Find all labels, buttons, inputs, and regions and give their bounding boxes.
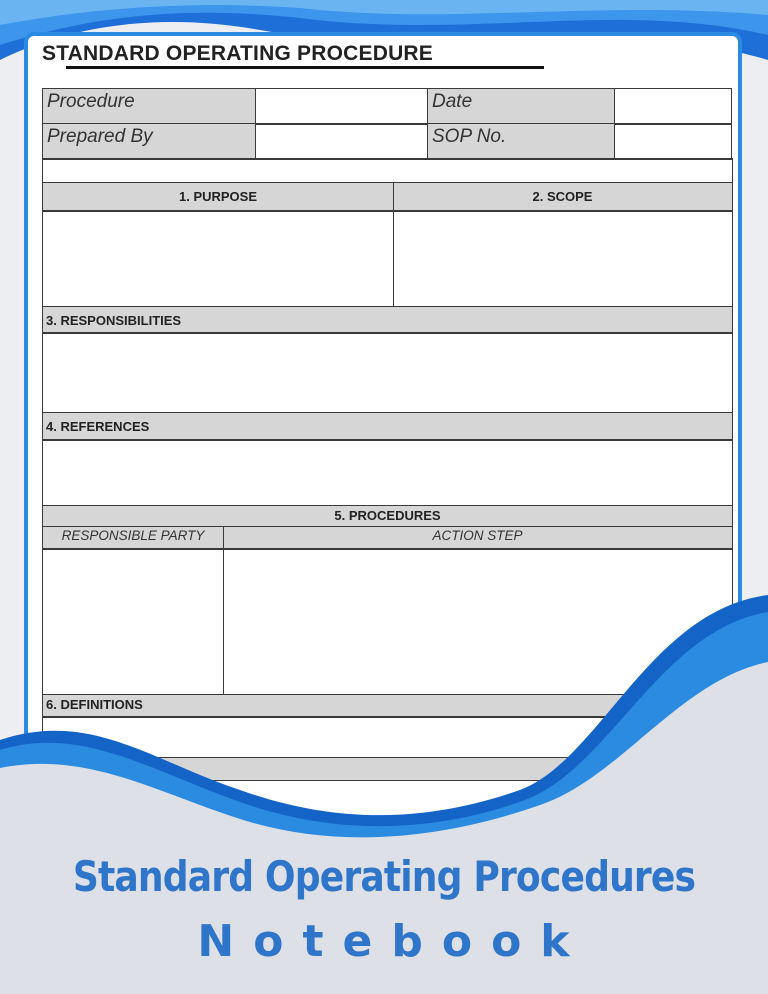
procedure-label-cell — [42, 88, 256, 125]
references-header: 4. REFERENCES — [42, 412, 733, 441]
scope-header: 2. SCOPE — [393, 182, 733, 212]
form-title: STANDARD OPERATING PROCEDURE — [42, 42, 434, 65]
date-label-cell — [427, 88, 615, 125]
blank-spacer-row — [42, 158, 733, 184]
scope-field[interactable] — [393, 210, 733, 308]
sop-no-label: SOP No. — [432, 126, 507, 147]
date-label: Date — [432, 91, 473, 112]
cover-subtitle: Notebook — [197, 916, 589, 967]
action-step-header: ACTION STEP — [223, 526, 733, 550]
prepared-by-field[interactable] — [255, 123, 429, 160]
prepared-by-label-cell — [42, 123, 256, 160]
sop-no-field[interactable] — [614, 123, 732, 160]
cover-title: Standard Operating Procedures — [72, 852, 696, 901]
purpose-header: 1. PURPOSE — [42, 182, 394, 212]
purpose-field[interactable] — [42, 210, 394, 308]
sop-no-label-cell — [427, 123, 615, 160]
title-underline — [66, 66, 544, 69]
definitions-header: 6. DEFINITIONS — [42, 694, 733, 718]
procedures-header: 5. PROCEDURES — [42, 505, 733, 528]
procedure-field[interactable] — [255, 88, 429, 125]
prepared-by-label: Prepared By — [47, 126, 153, 147]
procedure-label: Procedure — [47, 91, 135, 112]
responsibilities-header: 3. RESPONSIBILITIES — [42, 306, 733, 334]
responsible-party-header: RESPONSIBLE PARTY — [42, 526, 224, 550]
date-field[interactable] — [614, 88, 732, 125]
responsibilities-field[interactable] — [42, 332, 733, 414]
references-field[interactable] — [42, 439, 733, 507]
